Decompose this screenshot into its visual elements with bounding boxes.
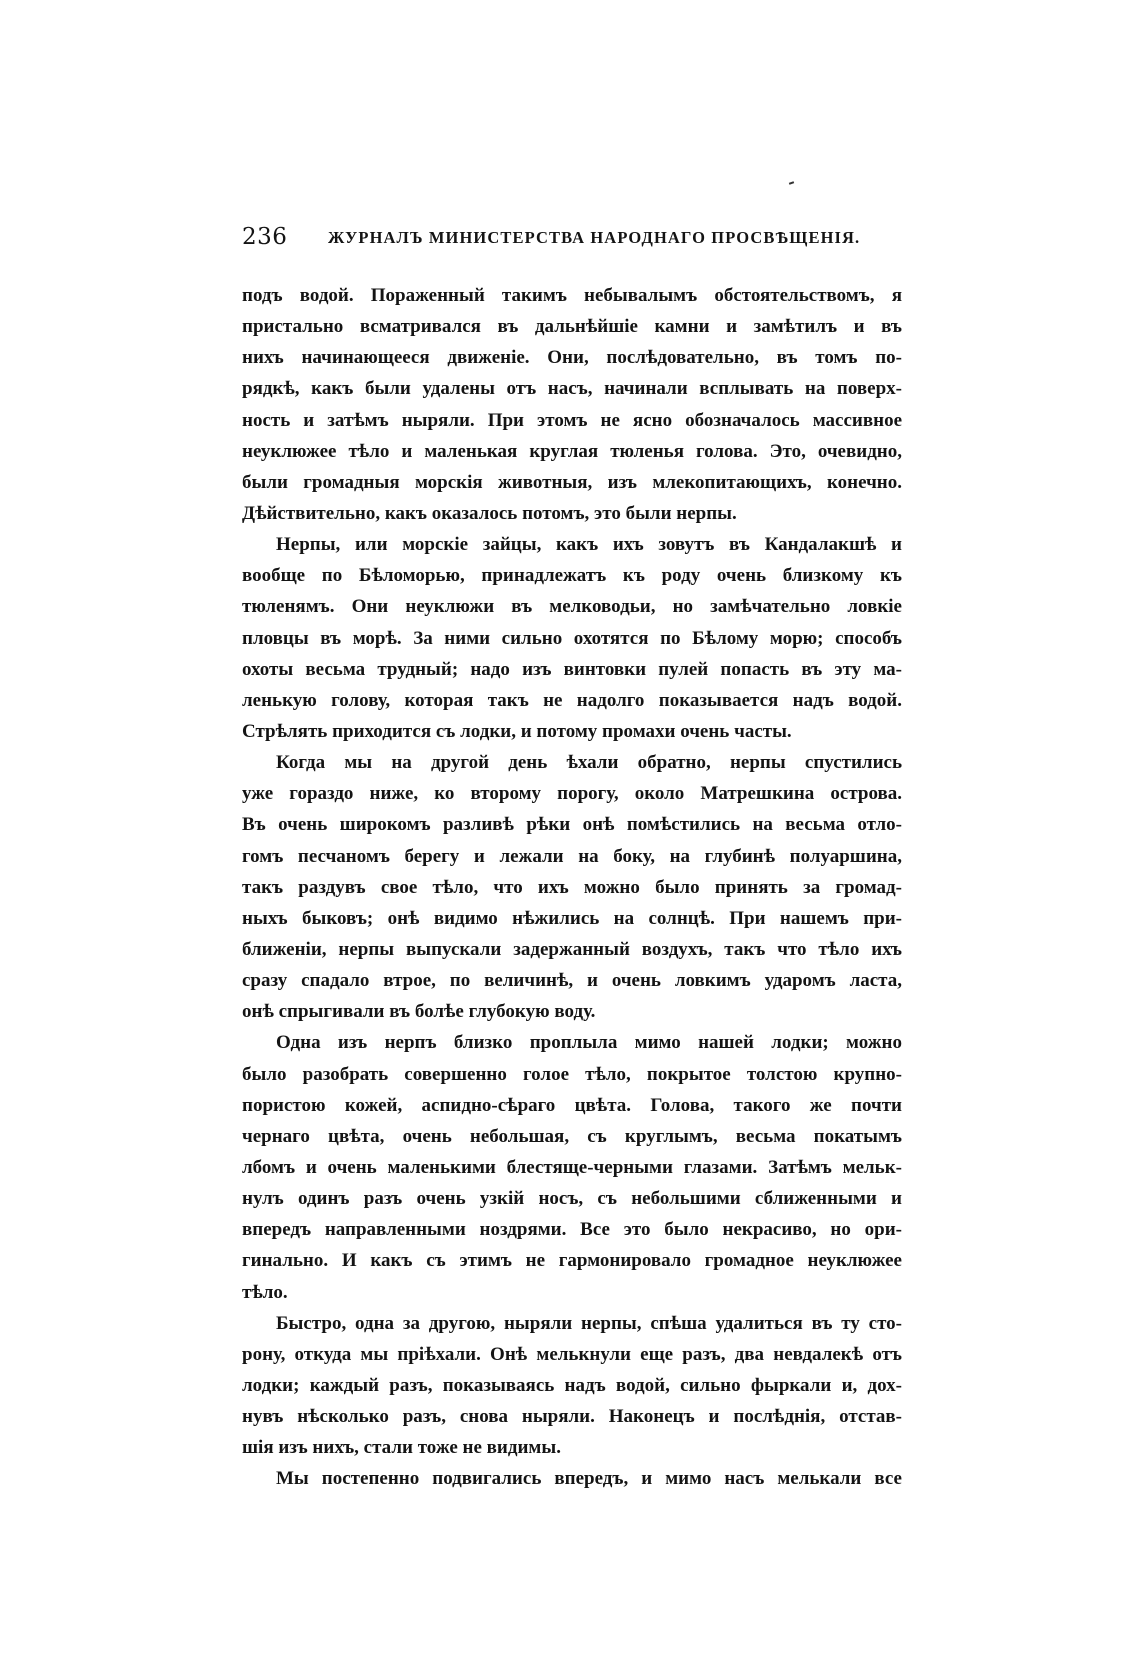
text-line: сразу спадало втрое, по величинѣ, и очень ловкимъ ударомъ ласта, [242,970,902,992]
text-line: неуклюжее тѣло и маленькая круглая тюленья голова. Это, очевидно, [242,440,902,462]
text-line: Нерпы, или морскіе зайцы, какъ ихъ зовутъ въ Кандалакшѣ и [276,534,902,556]
text-line: рядкѣ, какъ были удалены отъ насъ, начинали всплывать на поверх- [242,378,902,400]
text-line: впередъ направленными ноздрями. Все это было некрасиво, но ори- [242,1219,902,1241]
text-line: нувъ нѣсколько разъ, снова ныряли. Наконецъ и послѣднія, отстав- [242,1406,902,1428]
text-line: Когда мы на другой день ѣхали обратно, нерпы спустились [276,752,902,774]
text-line: тюленямъ. Они неуклюжи въ мелководьи, но замѣчательно ловкіе [242,596,902,618]
print-speck [789,181,794,185]
text-line: Мы постепенно подвигались впередъ, и мимо насъ мелькали все [276,1468,902,1490]
text-line: Быстро, одна за другою, ныряли нерпы, спѣша удалиться въ ту сто- [276,1312,902,1334]
text-line: ность и затѣмъ ныряли. При этомъ не ясно обозначалось массивное [242,409,902,431]
text-line: шія изъ нихъ, стали тоже не видимы. [242,1437,561,1459]
page-number: 236 [242,224,288,250]
text-line: ленькую голову, которая такъ не надолго показывается надъ водой. [242,689,902,711]
text-line: лбомъ и очень маленькими блестяще-черными глазами. Затѣмъ мельк- [242,1156,902,1178]
text-line: охоты весьма трудный; надо изъ винтовки пулей попасть въ эту ма- [242,658,902,680]
text-line: такъ раздувъ свое тѣло, что ихъ можно было принять за громад- [242,876,902,898]
text-line: ныхъ быковъ; онѣ видимо нѣжились на солнцѣ. При нашемъ при- [242,907,902,929]
text-line: пристально всматривался въ дальнѣйшіе камни и замѣтилъ и въ [242,316,902,338]
text-line: было разобрать совершенно голое тѣло, покрытое толстою крупно- [242,1063,902,1085]
body-text [242,280,902,1494]
text-line: подъ водой. Пораженный такимъ небывалымъ обстоятельствомъ, я [242,285,902,306]
text-line: онѣ спрыгивали въ болѣе глубокую воду. [242,1001,596,1023]
page-header [242,224,892,254]
text-line: пористою кожей, аспидно-сѣраго цвѣта. Голова, такого же почти [242,1094,902,1116]
text-line: Въ очень широкомъ разливѣ рѣки онѣ помѣстились на весьма отло- [242,814,902,836]
text-line: рону, откуда мы пріѣхали. Онѣ мелькнули еще разъ, два невдалекѣ отъ [242,1343,902,1365]
text-line: гинально. И какъ съ этимъ не гармонировало громадное неуклюжее [242,1250,902,1272]
text-line: гомъ песчаномъ берегу и лежали на боку, на глубинѣ полуаршина, [242,845,902,867]
text-line: вообще по Бѣломорью, принадлежатъ къ роду очень близкому къ [242,565,902,587]
text-line: нулъ одинъ разъ очень узкій носъ, съ небольшими сближенными и [242,1188,902,1210]
text-line: были громадныя морскія животныя, изъ млекопитающихъ, конечно. [242,471,902,493]
text-line: Стрѣлять приходится съ лодки, и потому промахи очень часты. [242,720,792,742]
text-line: лодки; каждый разъ, показываясь надъ водой, сильно фыркали и, дох- [242,1374,902,1396]
running-title: ЖУРНАЛЪ МИНИСТЕРСТВА НАРОДНАГО ПРОСВѢЩЕНІЯ. [328,228,861,247]
text-line: нихъ начинающееся движеніе. Они, послѣдовательно, въ томъ по- [242,347,902,369]
text-line: Одна изъ нерпъ близко проплыла мимо нашей лодки; можно [276,1032,902,1054]
text-line: тѣло. [242,1281,288,1303]
text-line: ближеніи, нерпы выпускали задержанный воздухъ, такъ что тѣло ихъ [242,938,902,960]
text-line: чернаго цвѣта, очень небольшая, съ круглымъ, весьма покатымъ [242,1125,902,1147]
text-line: пловцы въ морѣ. За ними сильно охотятся по Бѣлому морю; способъ [242,627,902,649]
text-line: Дѣйствительно, какъ оказалось потомъ, это были нерпы. [242,502,737,524]
text-line: уже гораздо ниже, ко второму порогу, около Матрешкина острова. [242,783,902,805]
